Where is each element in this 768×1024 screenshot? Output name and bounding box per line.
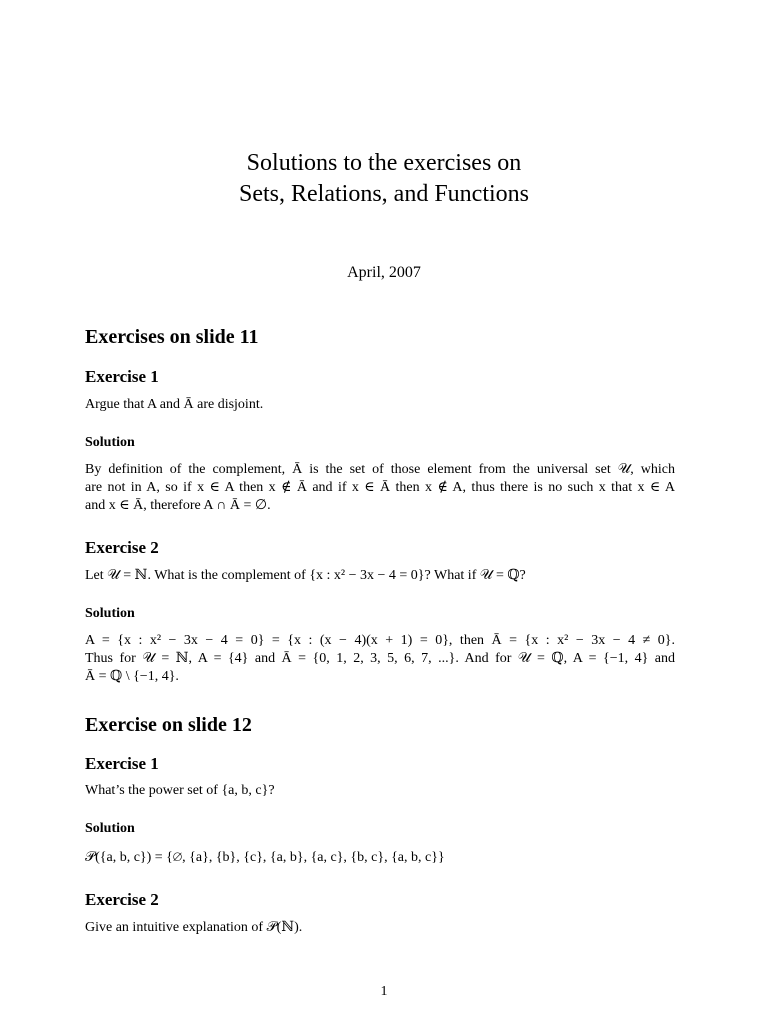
exercise-2-heading: Exercise 2	[85, 538, 159, 557]
solution-heading: Solution	[85, 435, 135, 450]
exercise-1-solution	[85, 849, 675, 867]
question-line: Give an intuitive explanation of 𝒫(ℕ).	[85, 920, 303, 935]
exercise-1-heading: Exercise 1	[85, 754, 159, 773]
solution-line: A = {x : x² − 3x − 4 = 0} = {x : (x − 4)(x + 1) = 0}, then Ā = {x : x² − 3x − 4 ≠ 0}.	[85, 633, 675, 648]
section-heading-slide-12: Exercise on slide 12	[85, 714, 252, 736]
question-line: Argue that A and Ā are disjoint.	[85, 397, 264, 412]
document-title	[0, 148, 768, 210]
exercise-1-heading: Exercise 1	[85, 367, 159, 386]
title-line-1: Solutions to the exercises on	[246, 150, 522, 176]
solution-line: Thus for 𝒰 = ℕ, A = {4} and Ā = {0, 1, 2, 3, 5, 6, 7, ...}. And for 𝒰 = ℚ, A = {−1, 4} and	[85, 651, 675, 666]
solution-heading: Solution	[85, 821, 135, 836]
exercise-1-question	[85, 782, 675, 800]
title-line-2: Sets, Relations, and Functions	[239, 181, 529, 207]
solution-line: are not in A, so if x ∈ A then x ∉ Ā and if x ∈ Ā then x ∉ A, thus there is no such x that x ∈ A	[85, 480, 675, 495]
question-line: Let 𝒰 = ℕ. What is the complement of {x : x² − 3x − 4 = 0}? What if 𝒰 = ℚ?	[85, 568, 526, 583]
exercise-1-solution	[85, 461, 675, 515]
exercise-2-question	[85, 567, 675, 585]
page-number: 1	[380, 984, 388, 999]
exercise-2-solution	[85, 632, 675, 686]
solution-heading: Solution	[85, 606, 135, 621]
question-line: What’s the power set of {a, b, c}?	[85, 783, 275, 798]
solution-line: 𝒫({a, b, c}) = {∅, {a}, {b}, {c}, {a, b}, {a, c}, {b, c}, {a, b, c}}	[85, 850, 445, 865]
solution-line: Ā = ℚ \ {−1, 4}.	[85, 669, 179, 684]
exercise-2-question	[85, 919, 675, 937]
solution-line: and x ∈ Ā, therefore A ∩ Ā = ∅.	[85, 498, 271, 513]
exercise-2-heading: Exercise 2	[85, 890, 159, 909]
section-heading-slide-11: Exercises on slide 11	[85, 326, 259, 348]
solution-line: By definition of the complement, Ā is the set of those element from the universal set 𝒰, which	[85, 462, 675, 477]
document-date: April, 2007	[347, 264, 421, 281]
exercise-1-question	[85, 396, 675, 414]
